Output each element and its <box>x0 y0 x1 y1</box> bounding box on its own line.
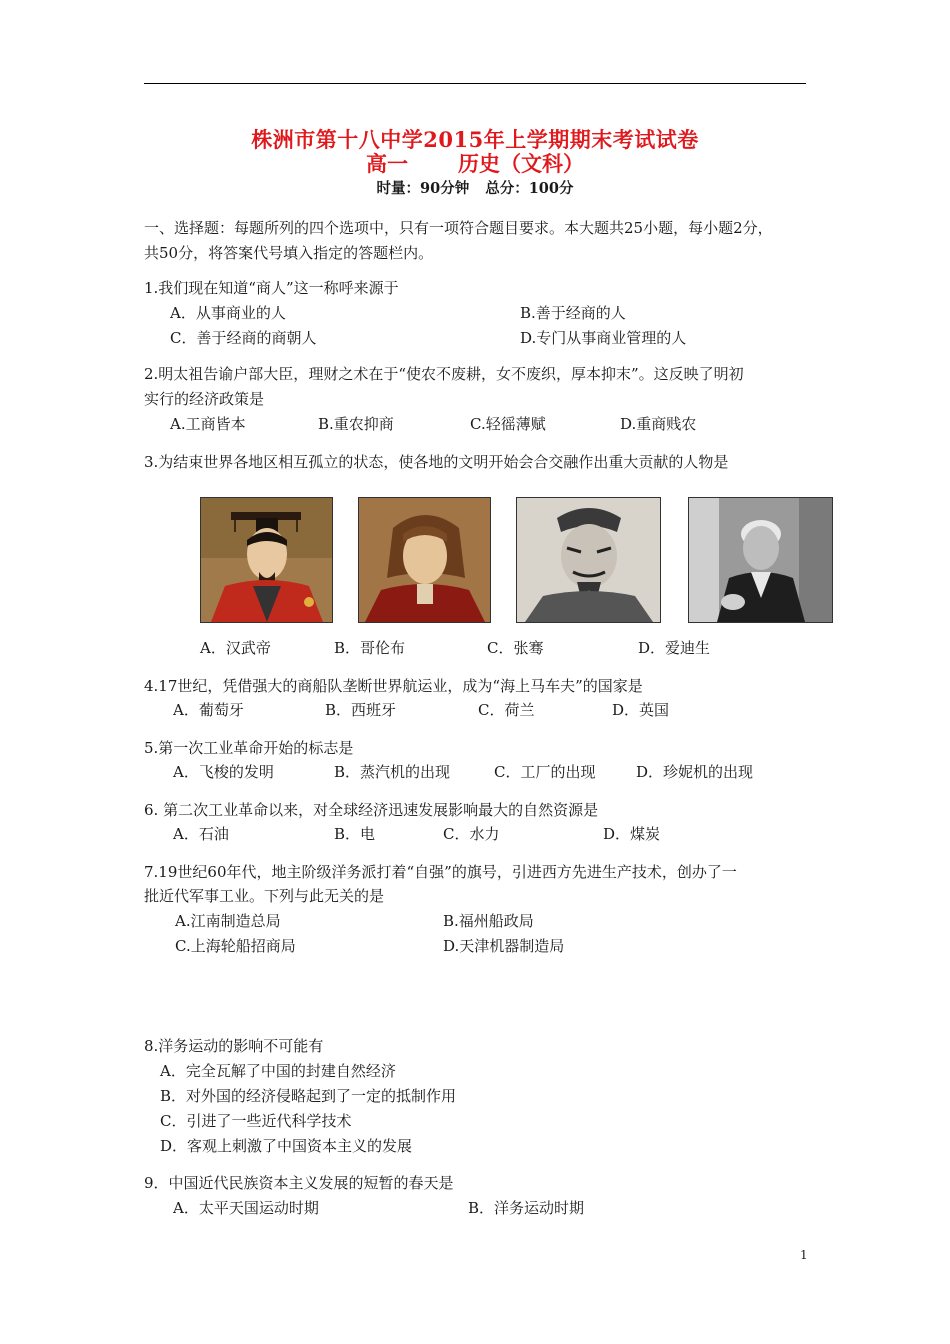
q6-option-d: D．煤炭 <box>603 825 661 843</box>
instructions-line1: 一、选择题：每题所列的四个选项中，只有一项符合题目要求。本大题共25小题，每小题2分， <box>144 219 773 237</box>
q6-option-b: B．电 <box>334 825 376 843</box>
q7-option-a: A.江南制造总局 <box>175 912 281 930</box>
q4-stem: 4.17世纪，凭借强大的商船队垄断世界航运业，成为“海上马车夫”的国家是 <box>144 677 643 695</box>
q7-option-b: B.福州船政局 <box>443 912 534 930</box>
time-label: 时量：90分钟 <box>376 180 470 197</box>
q2-stem-line2: 实行的经济政策是 <box>144 390 265 408</box>
q1-option-c: C．善于经商的商朝人 <box>170 329 317 347</box>
q6-option-c: C．水力 <box>443 825 500 843</box>
q8-option-a: A．完全瓦解了中国的封建自然经济 <box>160 1062 396 1080</box>
q3-option-c: C．张骞 <box>487 639 544 657</box>
q8-option-b: B．对外国的经济侵略起到了一定的抵制作用 <box>160 1087 457 1105</box>
q8-option-c: C．引进了一些近代科学技术 <box>160 1112 352 1130</box>
q5-option-b: B．蒸汽机的出现 <box>334 763 451 781</box>
q7-option-d: D.天津机器制造局 <box>443 937 565 955</box>
q9-option-b: B．洋务运动时期 <box>468 1199 585 1217</box>
portrait-zhang-qian <box>516 497 661 623</box>
q7-option-c: C.上海轮船招商局 <box>175 937 296 955</box>
q2-stem-line1: 2.明太祖告谕户部大臣，理财之术在于“使农不废耕，女不废织，厚本抑末”。这反映了明初 <box>144 365 744 383</box>
instructions-line2: 共50分，将答案代号填入指定的答题栏内。 <box>144 244 434 262</box>
q5-option-d: D．珍妮机的出现 <box>636 763 754 781</box>
q1-option-b: B.善于经商的人 <box>520 304 626 322</box>
portrait-columbus <box>358 497 491 623</box>
total-label: 总分：100分 <box>485 180 574 197</box>
q4-option-b: B．西班牙 <box>325 701 397 719</box>
portrait-edison <box>688 497 833 623</box>
page-number: 1 <box>800 1248 808 1262</box>
q3-option-a: A．汉武帝 <box>200 639 271 657</box>
exam-title: 株洲市第十八中学2015年上学期期末考试试卷 <box>251 127 699 152</box>
q9-option-a: A．太平天国运动时期 <box>173 1199 319 1217</box>
q1-option-d: D.专门从事商业管理的人 <box>520 329 687 347</box>
q1-stem: 1.我们现在知道“商人”这一称呼来源于 <box>144 279 399 297</box>
q8-option-d: D．客观上刺激了中国资本主义的发展 <box>160 1137 413 1155</box>
portrait-han-wudi <box>200 497 333 623</box>
q3-stem: 3.为结束世界各地区相互孤立的状态，使各地的文明开始会合交融作出重大贡献的人物是 <box>144 453 729 471</box>
q2-option-a: A.工商皆本 <box>170 415 246 433</box>
q2-option-b: B.重农抑商 <box>318 415 394 433</box>
q4-option-a: A．葡萄牙 <box>173 701 244 719</box>
q4-option-c: C．荷兰 <box>478 701 535 719</box>
q7-stem-line1: 7.19世纪60年代，地主阶级洋务派打着“自强”的旗号，引进西方先进生产技术，创办了一 <box>144 863 737 881</box>
top-rule <box>144 83 806 84</box>
q8-stem: 8.洋务运动的影响不可能有 <box>144 1037 324 1055</box>
q3-option-d: D．爱迪生 <box>638 639 711 657</box>
q6-option-a: A．石油 <box>173 825 229 843</box>
q6-stem: 6. 第二次工业革命以来，对全球经济迅速发展影响最大的自然资源是 <box>144 801 599 819</box>
q5-option-c: C．工厂的出现 <box>494 763 596 781</box>
q4-option-d: D．英国 <box>612 701 670 719</box>
exam-subtitle <box>0 148 950 178</box>
q9-stem: 9．中国近代民族资本主义发展的短暂的春天是 <box>144 1174 454 1192</box>
q2-option-c: C.轻徭薄赋 <box>470 415 546 433</box>
q5-option-a: A．飞梭的发明 <box>173 763 274 781</box>
grade-label: 高一 <box>366 151 408 176</box>
exam-meta <box>0 177 950 198</box>
subject-label: 历史（文科） <box>458 151 584 176</box>
q5-stem: 5.第一次工业革命开始的标志是 <box>144 739 354 757</box>
q7-stem-line2: 批近代军事工业。下列与此无关的是 <box>144 887 385 905</box>
q1-option-a: A．从事商业的人 <box>170 304 286 322</box>
q2-option-d: D.重商贱农 <box>620 415 697 433</box>
q3-option-b: B．哥伦布 <box>334 639 406 657</box>
